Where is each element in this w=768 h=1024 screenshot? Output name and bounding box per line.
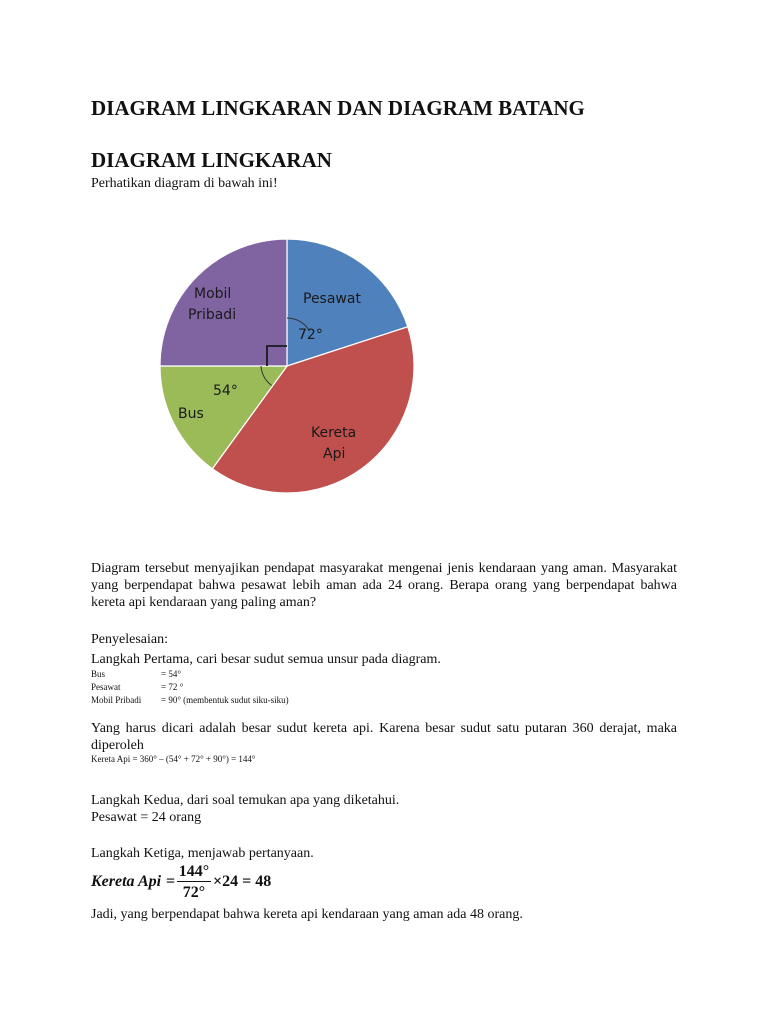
step-one-text: Langkah Pertama, cari besar sudut semua unsur pada diagram. — [91, 652, 441, 667]
conclusion-text: Jadi, yang berpendapat bahwa kereta api kendaraan yang aman ada 48 orang. — [91, 907, 523, 922]
problem-paragraph: Diagram tersebut menyajikan pendapat masyarakat mengenai jenis kendaraan yang aman. Masyarakat yang berpendapat bahwa pesawat lebih aman ada 24 orang. Berapa orang yang berpendapat bahwa kereta api kendaraan yang paling aman? — [91, 561, 677, 610]
label-bus: Bus — [178, 406, 204, 422]
explanation-paragraph: Yang harus dicari adalah besar sudut kereta api. Karena besar sudut satu putaran 360 derajat, maka diperoleh — [91, 721, 677, 753]
known-value: Pesawat = 24 orang — [91, 810, 202, 825]
formula-fraction — [177, 862, 211, 903]
label-kereta: Kereta — [311, 425, 357, 441]
step-two-text: Langkah Kedua, dari soal temukan apa yang diketahui. — [91, 793, 400, 808]
formula-variable: Kereta Api — [91, 873, 162, 890]
kereta-angle-formula: Kereta Api = 360° – (54° + 72° + 90°) = 144° — [91, 754, 256, 764]
label-pribadi: Pribadi — [188, 307, 237, 323]
angle-row-pesawat: Pesawat = 72 ° — [91, 682, 184, 692]
formula-equals: = — [166, 873, 176, 890]
pie-chart — [151, 226, 421, 506]
formula-result: ×24 = 48 — [213, 873, 272, 890]
pie-slice-mobil-pribadi — [160, 239, 287, 366]
label-54-degrees: 54° — [213, 383, 238, 399]
section-title: DIAGRAM LINGKARAN — [91, 148, 332, 172]
solution-heading: Penyelesaian: — [91, 632, 168, 647]
label-72-degrees: 72° — [298, 327, 323, 343]
intro-text: Perhatikan diagram di bawah ini! — [91, 176, 278, 191]
label-api: Api — [323, 446, 346, 462]
label-mobil: Mobil — [194, 286, 232, 302]
step-three-text: Langkah Ketiga, menjawab pertanyaan. — [91, 846, 314, 861]
angle-row-bus: Bus = 54° — [91, 669, 181, 679]
fraction-denominator: 72° — [182, 884, 206, 901]
page-title: DIAGRAM LINGKARAN DAN DIAGRAM BATANG — [91, 96, 585, 120]
label-pesawat: Pesawat — [303, 291, 361, 307]
angle-row-mobil-pribadi: Mobil Pribadi = 90° (membentuk sudut siku-siku) — [91, 695, 289, 705]
fraction-numerator: 144° — [178, 863, 210, 880]
